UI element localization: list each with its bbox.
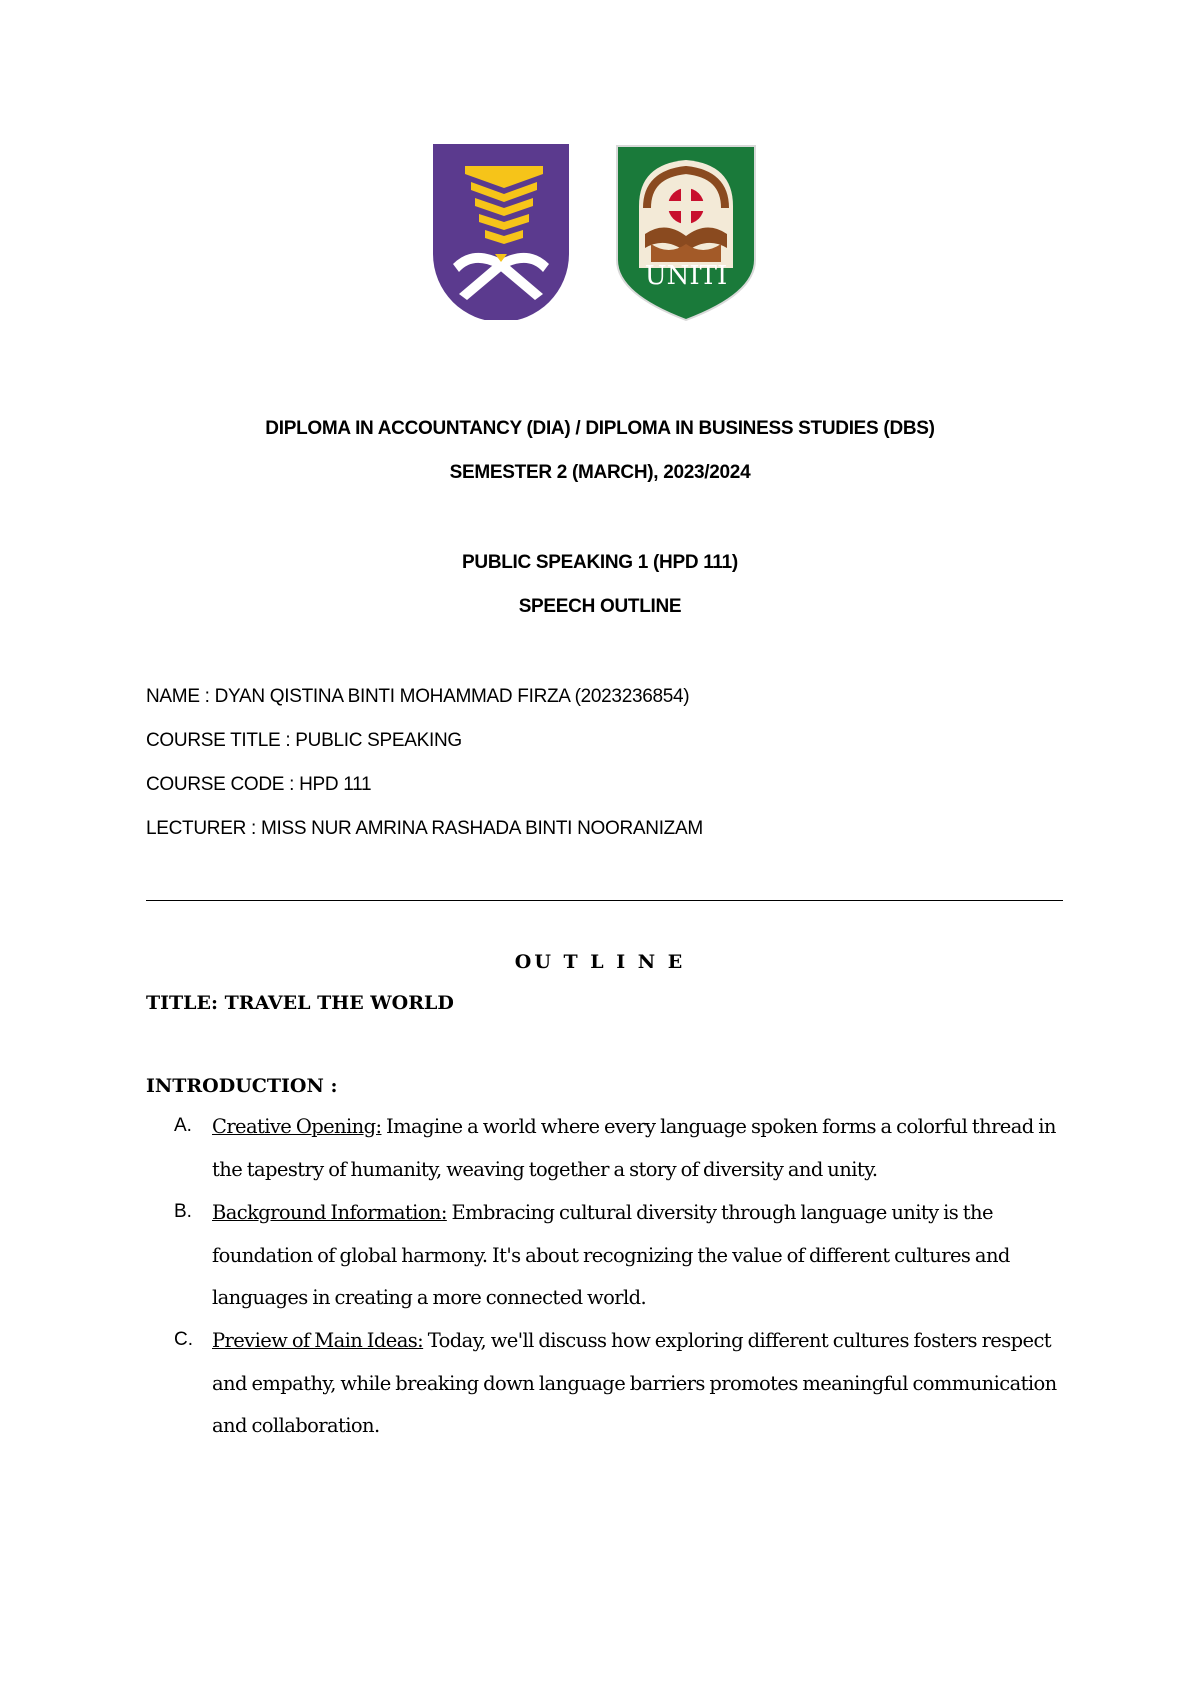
introduction-heading: INTRODUCTION : bbox=[146, 1075, 338, 1097]
item-text: Imagine a world where every language spoken forms a colorful thread in the tapestry of humanity, weaving together a story of diversity and unity. bbox=[212, 1115, 1056, 1181]
speech-title: TITLE: TRAVEL THE WORLD bbox=[146, 992, 454, 1014]
outline-heading: OU T L I N E bbox=[514, 951, 686, 973]
program-heading: DIPLOMA IN ACCOUNTANCY (DIA) / DIPLOMA IN BUSINESS STUDIES (DBS) bbox=[265, 418, 935, 439]
item-text: Today, we'll discuss how exploring different cultures fosters respect and empathy, while breaking down language barriers promotes meaningful communication and collaboration. bbox=[212, 1329, 1057, 1437]
course-title: COURSE TITLE : PUBLIC SPEAKING bbox=[146, 730, 462, 751]
item-marker: B. bbox=[174, 1201, 192, 1222]
item-body bbox=[212, 1320, 1072, 1448]
uitm-logo bbox=[433, 144, 569, 320]
course-code: COURSE CODE : HPD 111 bbox=[146, 774, 372, 795]
item-lead: Background Information: bbox=[212, 1201, 447, 1224]
horizontal-divider bbox=[146, 900, 1063, 901]
semester-heading: SEMESTER 2 (MARCH), 2023/2024 bbox=[449, 462, 751, 483]
item-marker: A. bbox=[174, 1115, 192, 1136]
course-heading: PUBLIC SPEAKING 1 (HPD 111) bbox=[462, 552, 738, 573]
item-body bbox=[212, 1192, 1072, 1320]
student-name: NAME : DYAN QISTINA BINTI MOHAMMAD FIRZA (2023236854) bbox=[146, 686, 690, 707]
item-text: Embracing cultural diversity through language unity is the foundation of global harmony. It's about recognizing the value of different cultures and languages in creating a more connected world. bbox=[212, 1201, 1010, 1309]
svg-text:UNITI: UNITI bbox=[644, 261, 728, 291]
item-body bbox=[212, 1106, 1072, 1191]
lecturer: LECTURER : MISS NUR AMRINA RASHADA BINTI NOORANIZAM bbox=[146, 818, 703, 839]
item-lead: Preview of Main Ideas: bbox=[212, 1329, 424, 1352]
logo-row bbox=[0, 144, 1200, 324]
uniti-logo bbox=[615, 144, 757, 322]
item-marker: C. bbox=[174, 1329, 193, 1350]
item-lead: Creative Opening: bbox=[212, 1115, 382, 1138]
doc-type-heading: SPEECH OUTLINE bbox=[518, 596, 682, 617]
